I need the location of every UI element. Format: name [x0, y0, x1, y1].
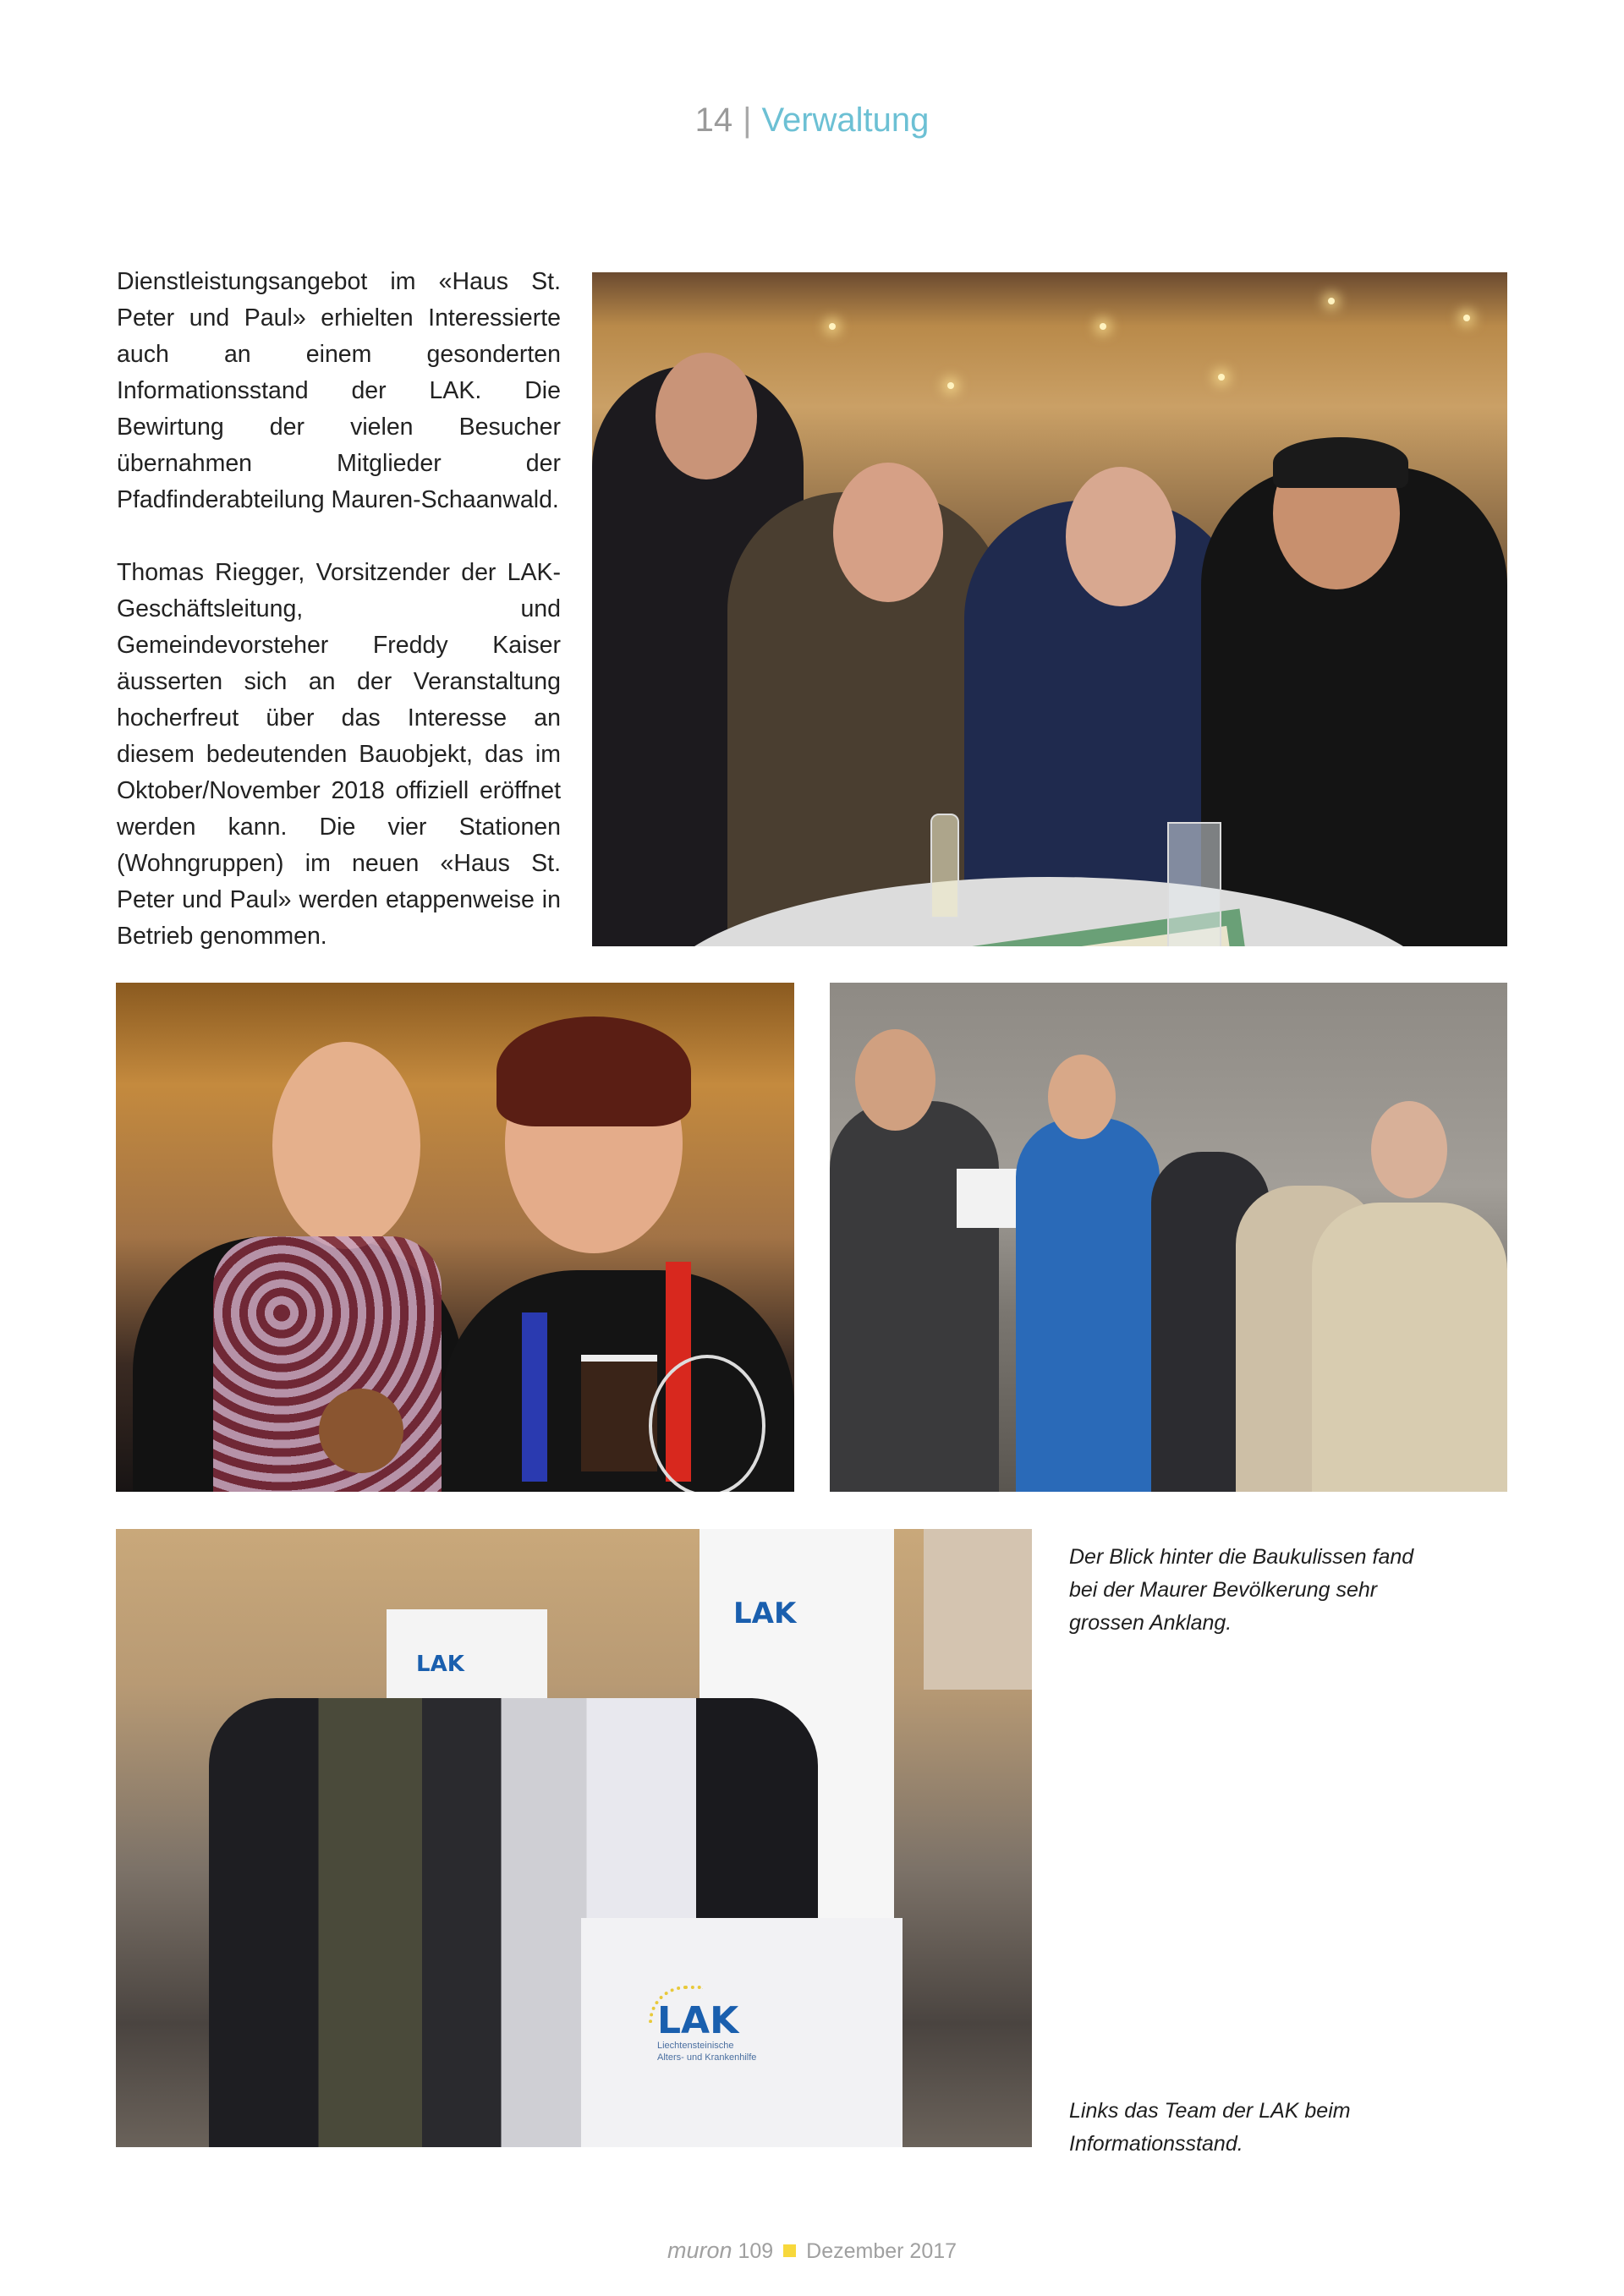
cap	[1273, 437, 1408, 488]
hair	[497, 1016, 691, 1126]
lak-banner-logo-left: LAK	[416, 1652, 464, 1677]
elderly-woman	[1312, 1203, 1507, 1492]
page-footer	[0, 2238, 1624, 2264]
accent-square-icon	[783, 2244, 796, 2257]
issue-number: 109	[738, 2239, 774, 2263]
plastic-cup	[1167, 822, 1221, 946]
issue-date: Dezember 2017	[806, 2239, 957, 2263]
cookie	[319, 1389, 403, 1473]
guide	[830, 1101, 999, 1492]
neckerchief-blue	[522, 1312, 547, 1482]
page-header	[0, 95, 1624, 145]
photo-table-four-guests	[592, 272, 1507, 946]
lak-banner-logo-right: LAK	[733, 1597, 797, 1630]
coffee-cup	[581, 1355, 657, 1471]
article-paragraph-1	[117, 264, 561, 518]
caption-team: Links das Team der LAK beim Informationsstand.	[1069, 2099, 1351, 2156]
article-paragraph-2	[117, 555, 561, 955]
section-title: Verwaltung	[761, 101, 930, 139]
wine-glass	[930, 814, 959, 918]
caption-tour: Der Blick hinter die Baukulissen fand bei der Maurer Bevölkerung sehr grossen Anklang.	[1069, 1545, 1414, 1635]
magazine-name: muron	[667, 2238, 732, 2263]
scout-badge	[649, 1355, 765, 1492]
photo-two-scouts	[116, 983, 794, 1492]
poster-panel	[924, 1529, 1032, 1690]
paragraph-text: Dienstleistungsangebot im «Haus St. Peter und Paul» erhielten Interessierte auch an einem gesonderten Informationsstand der LAK. Die Bewirtung der vielen Besucher übernahmen Mitglieder der Pfadfinderabteilung Mauren-Schaanwald.	[117, 268, 561, 513]
photo-lak-team	[116, 1529, 1032, 2147]
photo-tour-group	[830, 983, 1507, 1492]
page-number: 14	[694, 101, 733, 139]
lak-logo: LAK Liechtensteinische Alters- und Krankenhilfe	[657, 2003, 756, 2063]
header-separator: |	[743, 101, 752, 139]
man-blue-jacket	[1016, 1118, 1160, 1492]
paragraph-text: Thomas Riegger, Vorsitzender der LAK-Geschäftsleitung, und Gemeindevorsteher Freddy Kaiser äusserten sich an der Veranstaltung hocherfreut über das Interesse an diesem bedeutenden Bauobjekt, das im Oktober/November 2018 offiziell eröffnet werden kann. Die vier Stationen (Wohngruppen) im neuen «Haus St. Peter und Paul» werden etappenweise in Betrieb genommen.	[117, 559, 561, 950]
